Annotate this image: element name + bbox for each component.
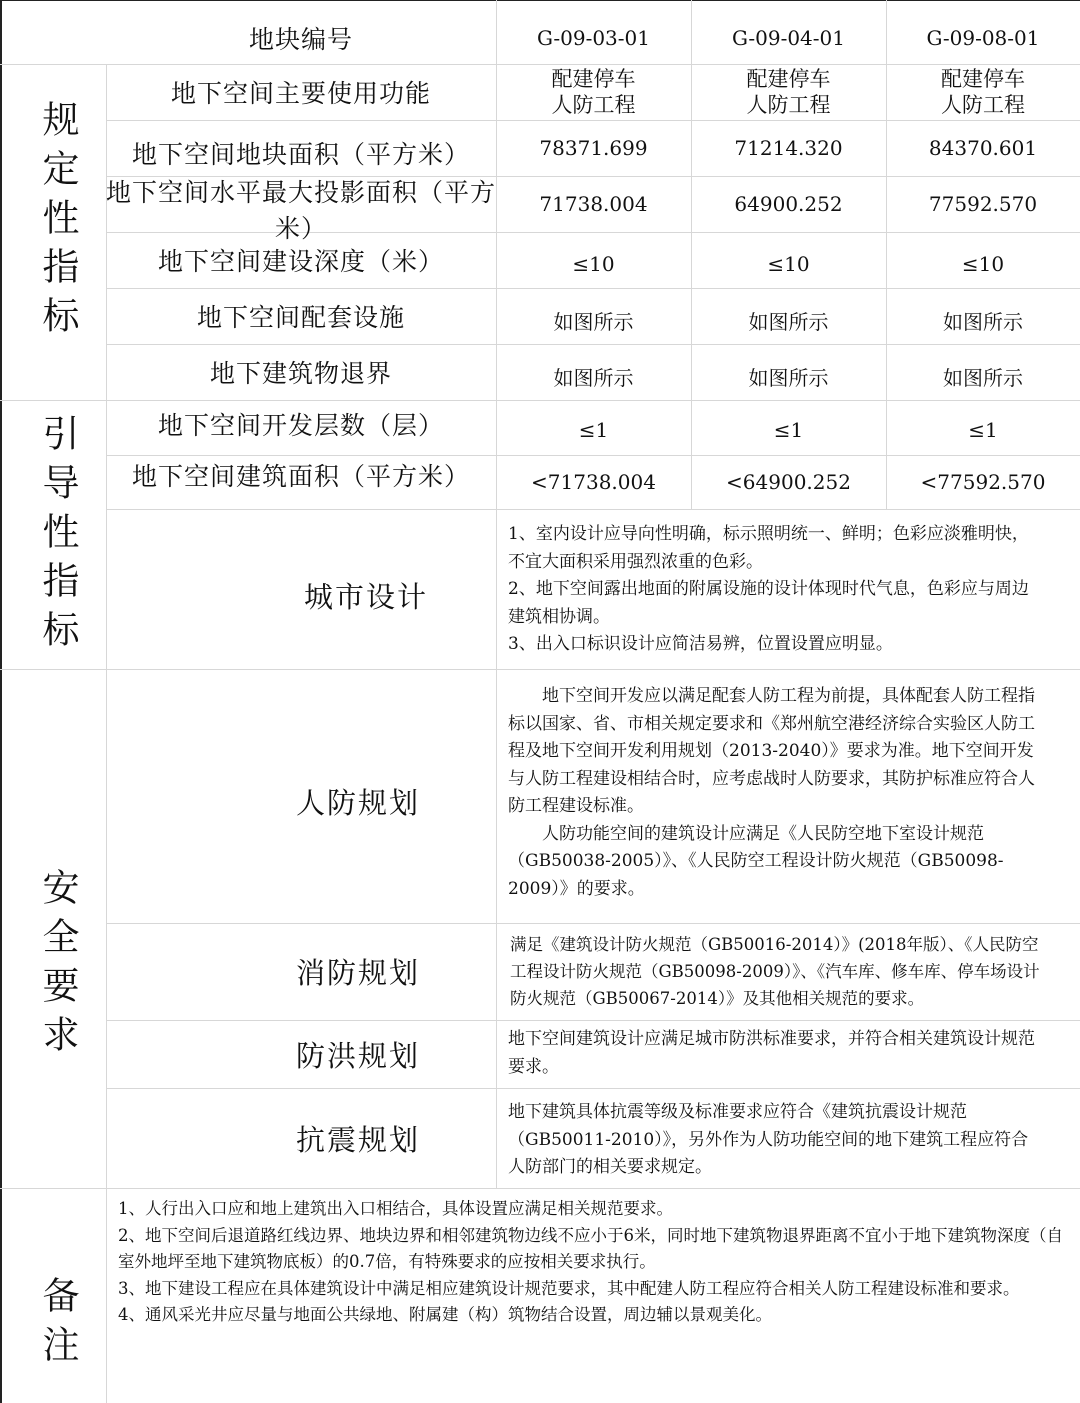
cell-line: 人防工程 — [551, 93, 636, 117]
cell-floor-area: <64900.252 — [726, 470, 851, 494]
civil-defense-text — [508, 683, 1048, 903]
cell-line: 配建停车 — [746, 67, 831, 91]
text-line: 2、地下空间露出地面的附属设施的设计体现时代气息，色彩应与周边 — [508, 579, 1029, 599]
remarks-text — [118, 1196, 1076, 1329]
section-remarks — [8, 1270, 106, 1380]
flood-text: 地下空间建筑设计应满足城市防洪标准要求，并符合相关建筑设计规范要求。 — [508, 1029, 1035, 1077]
text-paragraph: 地下空间开发应以满足配套人防工程为前提，具体配套人防工程指标以国家、省、市相关规定要求和《郑州航空港经济综合实验区人防工程及地下空间开发利用规划（2013-2040）》要求为准。地下空间开发与人防工程建设相结合时，应考虑战时人防要求，其防护标准应符合人防工程建设标准。 — [508, 686, 1035, 816]
cell-projection: 77592.570 — [928, 192, 1038, 216]
row-label-setback: 地下建筑物退界 — [209, 359, 392, 388]
row-label-function: 地下空间主要使用功能 — [170, 79, 431, 108]
flood-label-text: 防洪规划 — [296, 1038, 421, 1073]
cell-facilities: 如图所示 — [553, 309, 634, 334]
section-safety-label: 安全要求 — [36, 868, 79, 1064]
cell-function — [691, 64, 886, 120]
fire-label — [106, 923, 496, 1020]
header-label: 地块编号 — [248, 25, 353, 54]
cell-function — [886, 64, 1080, 120]
seismic-text — [508, 1099, 1068, 1182]
text-line: 人防部门的相关要求规定。 — [508, 1157, 712, 1177]
section-guiding-label: 引导性指标 — [36, 413, 79, 659]
row-label-floors: 地下空间开发层数（层） — [157, 410, 444, 440]
fire-label-text: 消防规划 — [296, 956, 421, 990]
cell-floor-area: <71738.004 — [531, 470, 656, 494]
row-label-plot-area: 地下空间地块面积（平方米） — [131, 140, 470, 169]
cell-facilities: 如图所示 — [748, 309, 829, 334]
seismic-label — [106, 1088, 496, 1188]
section-remarks-label: 备注 — [36, 1276, 79, 1374]
text-line: （GB50011-2010）》，另外作为人防功能空间的地下建筑工程应符合 — [508, 1129, 1029, 1150]
urban-design-text — [508, 521, 1074, 659]
cell-line: 配建停车 — [941, 67, 1025, 91]
seismic-label-text: 抗震规划 — [296, 1122, 421, 1157]
cell-plot-area: 84370.601 — [928, 136, 1038, 160]
cell-setback: 如图所示 — [943, 365, 1023, 390]
cell-plot-area: 78371.699 — [539, 136, 648, 160]
cell-setback: 如图所示 — [553, 365, 634, 390]
cell-floors: ≤1 — [968, 417, 998, 442]
cell-function — [496, 64, 691, 120]
grid-line — [0, 1188, 1080, 1189]
urban-design-label-text: 城市设计 — [304, 579, 429, 614]
cell-projection: 71738.004 — [539, 192, 648, 216]
civil-defense-label-text: 人防规划 — [296, 785, 421, 820]
remark-line: 2、地下空间后退道路红线边界、地块边界和相邻建筑物边线不应小于6米，同时地下建筑物退界距离不宜小于地下建筑物深度（自 — [118, 1225, 1063, 1245]
row-label-floor-area: 地下空间建筑面积（平方米） — [131, 462, 470, 491]
cell-line: 人防工程 — [746, 93, 831, 117]
civil-defense-label — [106, 669, 496, 933]
cell-line: 人防工程 — [941, 93, 1025, 117]
text-line: 不宜大面积采用强烈浓重的色彩。 — [508, 551, 763, 572]
text-paragraph: 人防功能空间的建筑设计应满足《人民防空地下室设计规范（GB50038-2005）》、《人民防空工程设计防火规范（GB50098-2009）》的要求。 — [508, 823, 1004, 899]
row-label-depth: 地下空间建设深度（米） — [157, 247, 444, 276]
remark-line: 4、通风采光井应尽量与地面公共绿地、附属建（构）筑物结合设置，周边辅以景观美化。 — [118, 1305, 772, 1324]
section-regulatory — [8, 96, 106, 348]
remark-line: 1、人行出入口应和地上建筑出入口相结合，具体设置应满足相关规范要求。 — [118, 1199, 673, 1218]
flood-label — [106, 1020, 496, 1088]
row-label-facilities: 地下空间配套设施 — [196, 303, 405, 332]
cell-depth: ≤10 — [572, 252, 615, 276]
cell-depth: ≤10 — [767, 252, 810, 276]
fire-text: 满足《建筑设计防火规范（GB50016-2014）》(2018年版）、《人民防空工程设计防火规范（GB50098-2009）》、《汽车库、修车库、停车场设计防火规范（GB50067-2014）》及其他相关规范的要求。 — [510, 935, 1040, 1008]
text-line: 3、出入口标识设计应简洁易辨，位置设置应明显。 — [508, 634, 893, 654]
cell-floors: ≤1 — [773, 417, 804, 442]
text-line: 1、室内设计应导向性明确，标示照明统一、鲜明；色彩应淡雅明快， — [508, 524, 1029, 544]
section-regulatory-label: 规定性指标 — [36, 99, 79, 345]
plot-id: G-09-03-01 — [537, 26, 650, 50]
cell-projection: 64900.252 — [734, 192, 843, 216]
cell-setback: 如图所示 — [748, 365, 829, 390]
section-guiding — [8, 410, 106, 662]
section-safety — [8, 866, 106, 1066]
row-label-projection: 地下空间水平最大投影面积（平方米） — [106, 178, 497, 243]
plot-id: G-09-08-01 — [926, 26, 1040, 50]
text-line: 建筑相协调。 — [508, 606, 610, 627]
cell-facilities: 如图所示 — [943, 309, 1023, 334]
cell-depth: ≤10 — [961, 252, 1005, 276]
cell-plot-area: 71214.320 — [734, 136, 843, 160]
plot-id: G-09-04-01 — [732, 26, 845, 50]
cell-floors: ≤1 — [578, 417, 609, 442]
remark-line: 室外地坪至地下建筑物底板）的0.7倍，有特殊要求的应按相关要求执行。 — [118, 1252, 656, 1271]
cell-line: 配建停车 — [551, 67, 636, 91]
text-line: 地下建筑具体抗震等级及标准要求应符合《建筑抗震设计规范 — [508, 1102, 967, 1122]
remark-line: 3、地下建设工程应在具体建筑设计中满足相应建筑设计规范要求，其中配建人防工程应符合相关人防工程建设标准和要求。 — [118, 1278, 1020, 1298]
cell-floor-area: <77592.570 — [920, 470, 1046, 494]
